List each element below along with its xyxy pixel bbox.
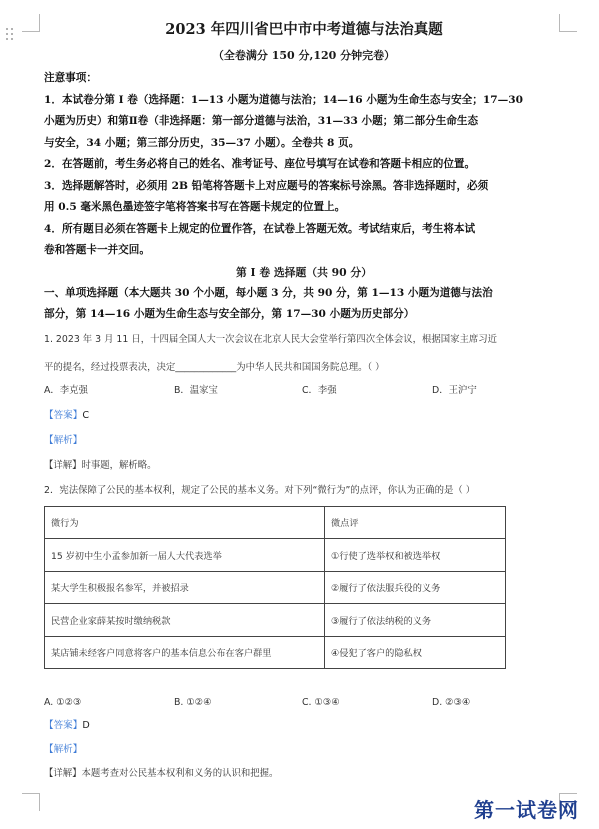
q2-option-d: D. ②③④: [432, 697, 471, 708]
exam-title: 2023 年四川省巴中市中考道德与法治真题: [165, 21, 443, 38]
q2-option-a: A. ①②③: [44, 697, 82, 708]
q2-answer: [44, 716, 564, 736]
notice-item-1: 1．本试卷分第 I 卷（选择题：1—13 小题为道德与法治；14—16 小题为生命生态与安全；17—30 小题为历史）和第Ⅱ卷（非选择题：第一部分道德与法治，31—33 小题；第二部分生命生态 与安全，34 小题；第三部分历史，35—37 小题）。全卷共 8 页。: [44, 93, 523, 149]
analysis-tag: 【解析】: [44, 744, 83, 755]
drag-handle-icon[interactable]: [6, 28, 16, 42]
q2-option-b: B. ①②④: [174, 697, 212, 708]
answer-tag: 【答案】: [44, 409, 83, 421]
part-intro: 一、单项选择题（本大题共 30 个小题，每小题 3 分，共 90 分，第 1—13 小题为道德与法治 部分，第 14—16 小题为生命生态与安全部分，第 17—30 小题为历史部分）: [44, 286, 493, 320]
notice-item-4: 4．所有题目必须在答题卡上规定的位置作答，在试卷上答题无效。考试结束后，考生将本试 卷和答题卡一并交回。: [44, 222, 476, 256]
section-title: 第 I 卷 选择题（共 90 分）: [235, 265, 373, 279]
document-content: [44, 20, 564, 784]
table-row: 15 岁初中生小孟参加新一届人大代表选举 ①行使了选举权和被选举权: [45, 539, 506, 572]
answer-value: D: [82, 720, 90, 731]
question-2-options: [44, 693, 564, 713]
answer-tag: 【答案】: [44, 720, 83, 731]
site-watermark: 第一试卷网: [474, 798, 579, 822]
analysis-tag: 【解析】: [44, 434, 83, 446]
table-row: 某店铺未经客户同意将客户的基本信息公布在客户群里 ④侵犯了客户的隐私权: [45, 636, 506, 669]
q1-analysis: [44, 431, 564, 451]
answer-value: C: [82, 409, 90, 421]
crop-mark-top-left: [22, 14, 40, 32]
exam-subtitle: （全卷满分 150 分,120 分钟完卷）: [212, 49, 396, 62]
question-2-stem: 2．宪法保障了公民的基本权利，规定了公民的基本义务。对下列“微行为”的点评，你认为正确的是（ ）: [44, 484, 476, 496]
q2-detail: 【详解】本题考查对公民基本权利和义务的认识和把握。: [44, 768, 279, 779]
q1-option-c: C．李强: [302, 384, 337, 396]
q1-detail: 【详解】时事题，解析略。: [44, 459, 157, 471]
notice-item-2: 2．在答题前，考生务必将自己的姓名、准考证号、座位号填写在试卷和答题卡相应的位置。: [44, 158, 476, 170]
table-row: 某大学生积极报名参军，并被招录 ②履行了依法服兵役的义务: [45, 571, 506, 604]
table-row: 民营企业家薛某按时缴纳税款 ③履行了依法纳税的义务: [45, 604, 506, 637]
q2-analysis: [44, 740, 564, 760]
question-1-options: [44, 381, 564, 401]
question-1-stem: 1. 2023 年 3 月 11 日，十四届全国人大一次会议在北京人民大会堂举行第四次全体会议，根据国家主席习近 平的提名，经过投票表决，决定_____________为中华人民共和国国务院总理。（ ）: [44, 333, 497, 373]
q2-option-c: C. ①③④: [302, 697, 340, 708]
q1-option-a: A．李克强: [44, 384, 88, 396]
q1-option-d: D．王沪宁: [432, 384, 477, 396]
table-row: 微行为 微点评: [45, 506, 506, 539]
notice-item-3: 3．选择题解答时，必须用 2B 铅笔将答题卡上对应题号的答案标号涂黑。答非选择题时，必须 用 0.5 毫米黑色墨迹签字笔将答案书写在答题卡规定的位置上。: [44, 179, 489, 213]
q1-answer: [44, 406, 564, 426]
crop-mark-bottom-left: [22, 793, 40, 811]
q1-option-b: B．温家宝: [174, 384, 218, 396]
notice-heading: 注意事项：: [44, 72, 97, 84]
question-2-table: [44, 506, 506, 670]
